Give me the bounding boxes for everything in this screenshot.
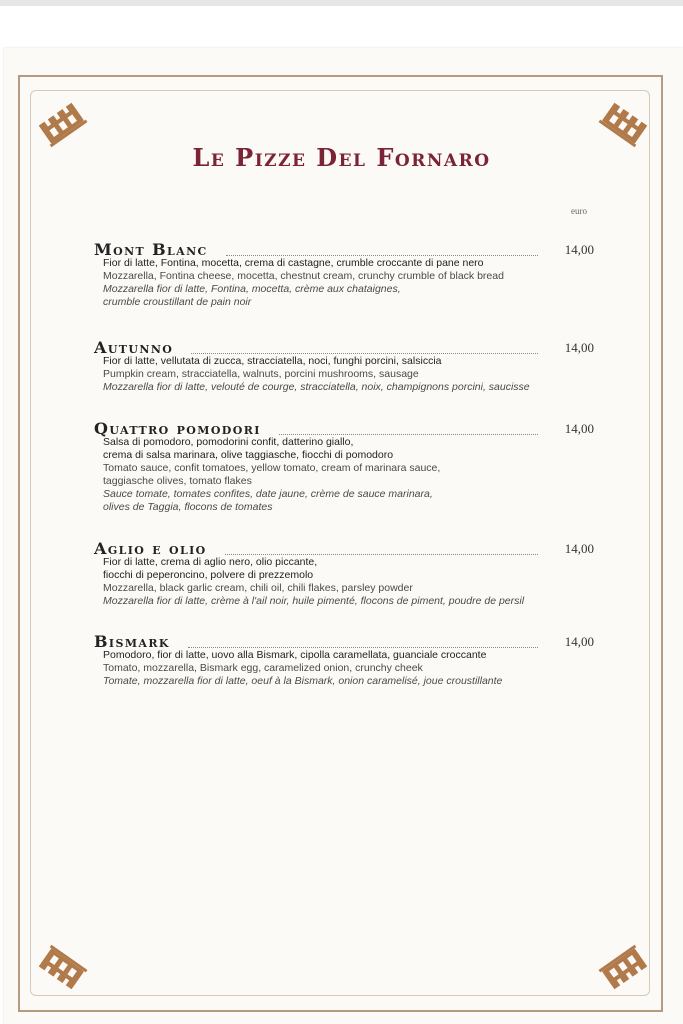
description-english: Tomato, mozzarella, Bismark egg, caramelized onion, crunchy cheek <box>103 662 423 674</box>
description-italian: Pomodoro, fior di latte, uovo alla Bismark, cipolla caramellata, guanciale croccante <box>103 649 487 661</box>
description-french: olives de Taggia, flocons de tomates <box>103 501 273 513</box>
dotted-leader <box>225 554 538 555</box>
currency-label: euro <box>571 206 587 216</box>
menu-item-header <box>94 539 594 559</box>
description-french: Mozzarella fior di latte, velouté de courge, stracciatella, noix, champignons porcini, saucisse <box>103 381 530 393</box>
dotted-leader <box>188 647 538 648</box>
item-price: 14,00 <box>564 634 594 649</box>
item-description <box>103 257 594 309</box>
item-price: 14,00 <box>564 421 594 436</box>
dotted-leader <box>226 255 538 256</box>
description-italian: Fior di latte, vellutata di zucca, stracciatella, noci, funghi porcini, salsiccia <box>103 355 442 367</box>
description-italian: fiocchi di peperoncino, polvere di prezzemolo <box>103 569 314 581</box>
dotted-leader <box>191 353 538 354</box>
description-english: Mozzarella, black garlic cream, chili oil, chili flakes, parsley powder <box>103 582 413 594</box>
menu-item-header <box>94 240 594 260</box>
item-price: 14,00 <box>564 541 594 556</box>
item-description <box>103 556 594 608</box>
item-description <box>103 355 594 394</box>
menu-item <box>94 338 594 394</box>
dotted-leader <box>279 434 538 435</box>
item-name: Mont Blanc <box>94 240 208 259</box>
top-strip <box>0 0 683 6</box>
menu-item <box>94 419 594 514</box>
item-description <box>103 436 594 514</box>
castle-icon <box>34 940 90 996</box>
description-italian: Salsa di pomodoro, pomodorini confit, datterino giallo, <box>103 436 354 448</box>
description-french: Mozzarella fior di latte, crème à l'ail noir, huile pimenté, flocons de piment, poudre de persil <box>103 595 525 607</box>
description-french: Tomate, mozzarella fior di latte, oeuf à la Bismark, onion caramelisé, joue croustillante <box>103 675 503 687</box>
description-english: taggiasche olives, tomato flakes <box>103 475 252 487</box>
menu-item-header <box>94 632 594 652</box>
item-price: 14,00 <box>564 340 594 355</box>
description-english: Pumpkin cream, stracciatella, walnuts, porcini mushrooms, sausage <box>103 368 419 380</box>
item-name: Autunno <box>94 338 174 357</box>
menu-item <box>94 539 594 608</box>
description-italian: Fior di latte, Fontina, mocetta, crema di castagne, crumble croccante di pane nero <box>103 257 484 269</box>
castle-icon <box>596 940 652 996</box>
description-french: crumble croustillant de pain noir <box>103 296 252 308</box>
item-name: Quattro pomodori <box>94 419 261 438</box>
item-name: Aglio e olio <box>94 539 207 558</box>
menu-item <box>94 632 594 688</box>
menu-item-header <box>94 338 594 358</box>
description-english: Mozzarella, Fontina cheese, mocetta, chestnut cream, crunchy crumble of black bread <box>103 270 504 282</box>
item-price: 14,00 <box>564 242 594 257</box>
description-english: Tomato sauce, confit tomatoes, yellow tomato, cream of marinara sauce, <box>103 462 441 474</box>
description-french: Sauce tomate, tomates confites, date jaune, crème de sauce marinara, <box>103 488 433 500</box>
description-french: Mozzarella fior di latte, Fontina, mocetta, crème aux chataignes, <box>103 283 401 295</box>
item-name: Bismark <box>94 632 170 651</box>
menu-item <box>94 240 594 309</box>
menu-item-header <box>94 419 594 439</box>
item-description <box>103 649 594 688</box>
description-italian: crema di salsa marinara, olive taggiasche, fiocchi di pomodoro <box>103 449 394 461</box>
description-italian: Fior di latte, crema di aglio nero, olio piccante, <box>103 556 318 568</box>
menu-title: Le Pizze Del Fornaro <box>192 143 491 172</box>
